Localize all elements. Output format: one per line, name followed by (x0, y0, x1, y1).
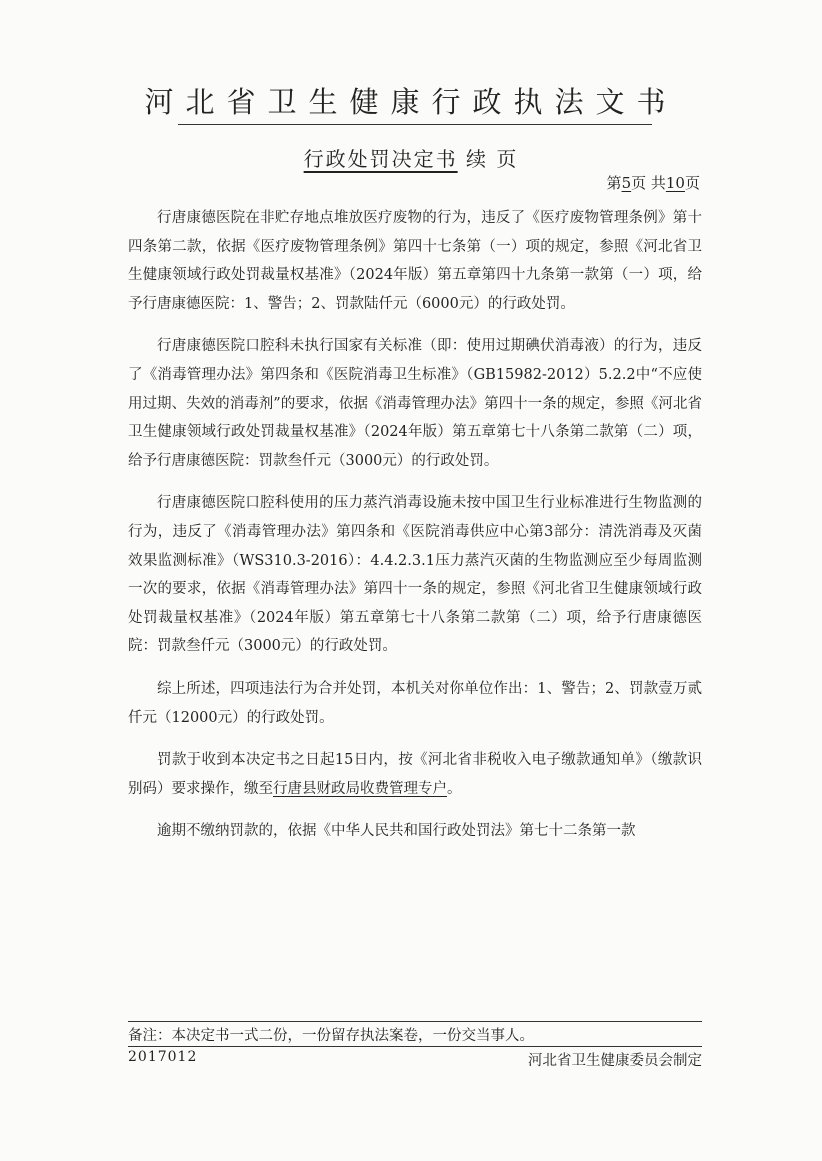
footer-divider-bottom (128, 1046, 702, 1047)
payment-account: 行唐县财政局收费管理专户 (273, 780, 447, 797)
total-pages: 10 (665, 174, 685, 192)
document-title: 河北省卫生健康行政执法文书 (144, 85, 678, 119)
footer-divider-top (128, 1021, 702, 1022)
page-number: 第5页 共10页 (606, 174, 700, 192)
document-subtitle (0, 143, 822, 172)
title-underline (178, 124, 652, 125)
paragraph-summary: 综上所述，四项违法行为合并处罚，本机关对你单位作出：1、警告；2、罚款壹万贰仟元（12000元）的行政处罚。 (128, 680, 702, 726)
document-code: 2017012 (128, 1049, 198, 1065)
paragraph-sterilization-monitoring: 行唐康德医院口腔科使用的压力蒸汽消毒设施未按中国卫生行业标准进行生物监测的行为，违反了《消毒管理办法》第四条和《医院消毒供应中心第3部分：清洗消毒及灭菌效果监测标准》（WS310.3-2016）：4.4.2.3.1压力蒸汽灭菌的生物监测应至少每周监测一次的要求，依据《消毒管理办法》第四十一条的规定，参照《河北省卫生健康领域行政处罚裁量权基准》（2024年版）第五章第七十八条第二款第（二）项，给予行唐康德医院：罚款叁仟元（3000元）的行政处罚。 (128, 495, 702, 655)
paragraph-payment: 罚款于收到本决定书之日起15日内，按《河北省非税收入电子缴款通知单》（缴款识别码）要求操作，缴至行唐县财政局收费管理专户。 (128, 752, 702, 797)
paragraph-medical-waste: 行唐康德医院在非贮存地点堆放医疗废物的行为，违反了《医疗废物管理条例》第十四条第二款，依据《医疗废物管理条例》第四十七条第（一）项的规定，参照《河北省卫生健康领域行政处罚裁量权基准》（2024年版）第五章第四十九条第一款第（一）项，给予行唐康德医院：1、警告；2、罚款陆仟元（6000元）的行政处罚。 (128, 210, 702, 312)
document-maker: 河北省卫生健康委员会制定 (528, 1053, 702, 1069)
paragraph-overdue: 逾期不缴纳罚款的，依据《中华人民共和国行政处罚法》第七十二条第一款 (157, 823, 636, 840)
current-page: 5 (621, 174, 632, 192)
subtitle-continuation: 续 页 (457, 147, 519, 171)
document-body (128, 204, 702, 860)
footer-note: 备注：本决定书一式二份，一份留存执法案卷，一份交当事人。 (128, 1028, 534, 1044)
subtitle-main: 行政处罚决定书 (303, 147, 458, 171)
paragraph-expired-disinfectant: 行唐康德医院口腔科未执行国家有关标准（即：使用过期碘伏消毒液）的行为，违反了《消毒管理办法》第四条和《医院消毒卫生标准》（GB15982-2012）5.2.2中“不应使用过期、失效的消毒剂”的要求，依据《消毒管理办法》第四十一条的规定，参照《河北省卫生健康领域行政处罚裁量权基准》（2024年版）第五章第七十八条第二款第（二）项，给予行唐康德医院：罚款叁仟元（3000元）的行政处罚。 (128, 338, 702, 469)
